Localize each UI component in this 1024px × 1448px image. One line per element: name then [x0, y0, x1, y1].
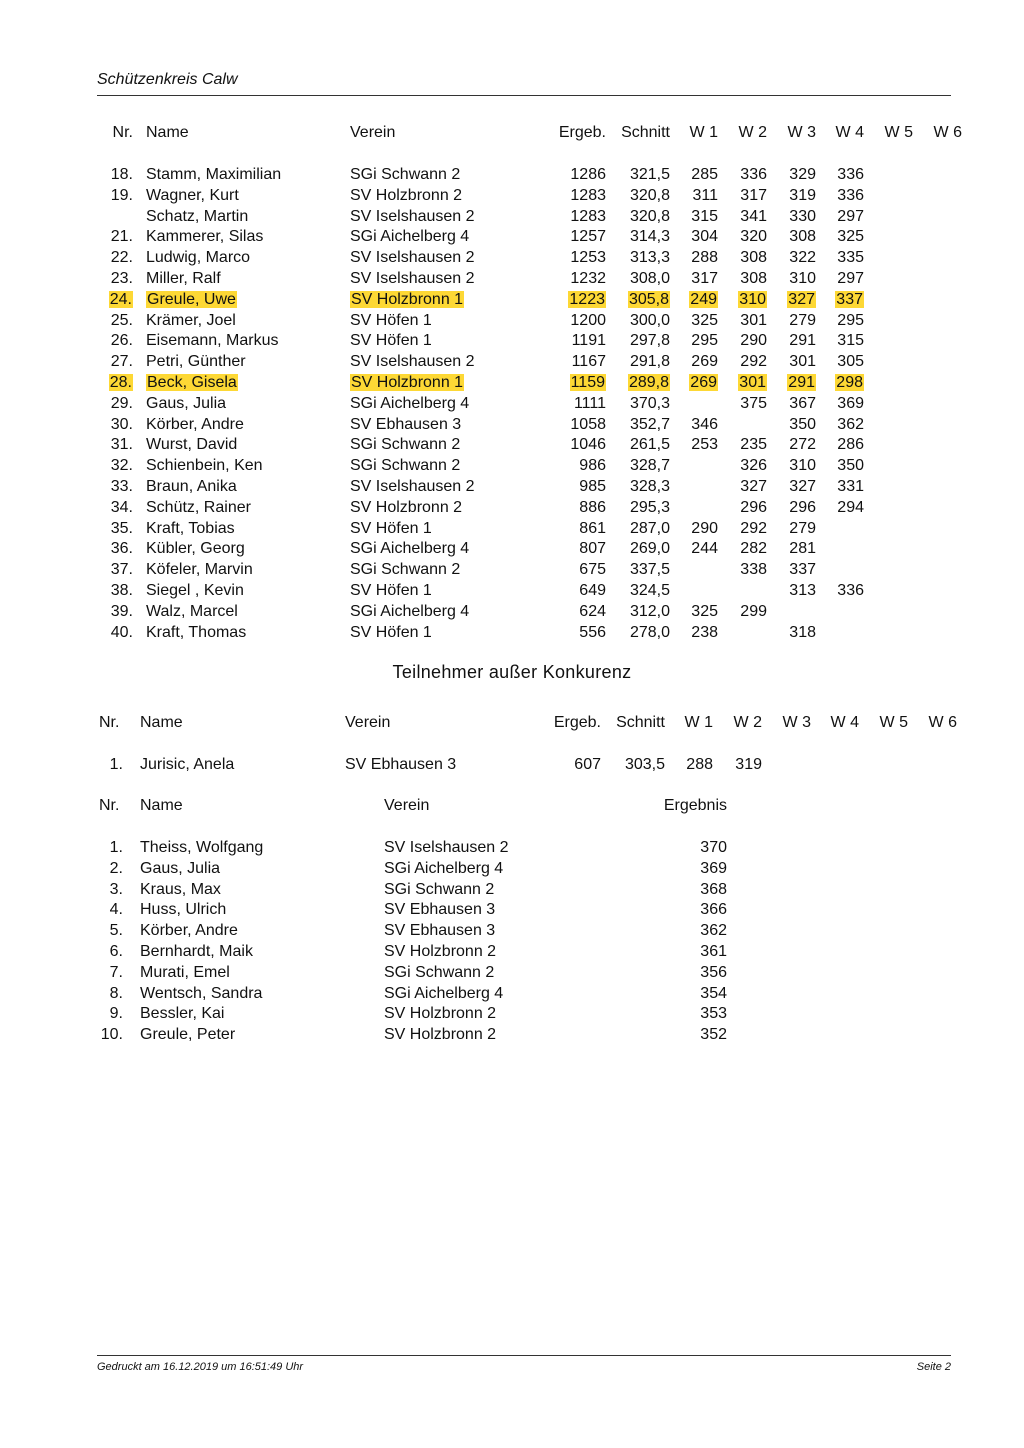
best-row-name: Kraus, Max — [140, 880, 221, 898]
row-ergeb: 1191 — [571, 332, 606, 350]
row-nr: 36. — [110, 540, 133, 558]
row-w2: 308 — [740, 249, 767, 267]
row-ergeb: 675 — [579, 561, 606, 579]
row-name: Kübler, Georg — [146, 540, 245, 558]
row-w1 — [689, 373, 718, 393]
row-schnitt: 337,5 — [629, 561, 670, 579]
row-name: Petri, Günther — [146, 353, 246, 371]
row-verein: SGi Schwann 2 — [350, 166, 461, 183]
row-w2 — [738, 290, 767, 310]
best-row-name: Gaus, Julia — [140, 859, 221, 877]
row-ergeb — [570, 373, 606, 393]
best-row-ergebnis: 362 — [700, 922, 727, 940]
row-nr: 26. — [110, 332, 133, 350]
row-nr: 22. — [110, 249, 133, 267]
print-date: Gedruckt am 16.12.2019 um 16:51:49 Uhr — [97, 1361, 304, 1373]
row-verein: SV Höfen 1 — [350, 623, 432, 641]
highlight-mark: 1223 — [569, 290, 605, 308]
highlight-mark: Beck, Gisela — [147, 374, 237, 391]
row-verein: SV Höfen 1 — [350, 332, 432, 350]
page-number: Seite 2 — [916, 1361, 951, 1373]
row-verein: SGi Schwann 2 — [350, 561, 461, 579]
row-w3: 350 — [789, 415, 816, 433]
ak-hdr-ergeb: Ergeb. — [553, 714, 601, 731]
row-w4: 331 — [837, 478, 864, 495]
row-name: Schatz, Martin — [146, 207, 249, 225]
row-w3: 291 — [789, 332, 816, 350]
hdr-w6: W 6 — [933, 124, 962, 141]
best-hdr-nr: Nr. — [99, 797, 120, 814]
row-w1: 311 — [692, 186, 718, 204]
row-verein: SGi Aichelberg 4 — [350, 394, 470, 412]
hdr-w1: W 1 — [689, 124, 718, 141]
ak-hdr-w5: W 5 — [879, 714, 908, 731]
row-nr: 25. — [110, 311, 133, 329]
row-w3: 281 — [789, 540, 816, 558]
row-ergeb: 1200 — [570, 311, 606, 329]
row-schnitt: 320,8 — [629, 207, 670, 225]
best-row-ergebnis: 361 — [700, 943, 727, 960]
row-nr: 34. — [110, 498, 133, 516]
row-nr: 23. — [110, 270, 133, 287]
row-w3: 272 — [789, 436, 816, 454]
row-w3: 318 — [789, 623, 816, 641]
row-w3: 279 — [789, 519, 816, 537]
row-verein: SGi Aichelberg 4 — [350, 602, 470, 620]
row-name: Kraft, Tobias — [146, 519, 235, 537]
row-nr: 31. — [110, 436, 133, 454]
row-w1: 315 — [691, 207, 718, 225]
row-verein: SGi Schwann 2 — [350, 436, 461, 454]
row-w4: 297 — [837, 270, 864, 287]
row-w1 — [689, 290, 718, 310]
row-w3: 310 — [789, 457, 816, 475]
row-w2 — [738, 373, 767, 393]
row-name: Köfeler, Marvin — [146, 561, 253, 579]
row-w1: 346 — [691, 415, 718, 433]
best-row-verein: SGi Aichelberg 4 — [384, 984, 504, 1002]
best-row-nr: 7. — [109, 963, 123, 981]
row-w4: 336 — [837, 582, 864, 599]
best-row-nr: 10. — [100, 1026, 123, 1044]
row-ergeb: 649 — [579, 582, 606, 599]
row-schnitt: 314,3 — [629, 228, 670, 246]
ak-hdr-schnitt: Schnitt — [616, 714, 665, 731]
row-schnitt: 300,0 — [629, 311, 670, 329]
row-ergeb: 986 — [579, 457, 606, 475]
row-ergeb: 861 — [579, 519, 606, 537]
row-name: Ludwig, Marco — [146, 249, 251, 267]
row-w1: 295 — [691, 332, 718, 350]
ak-row-w2: 319 — [735, 756, 762, 773]
row-verein: SV Iselshausen 2 — [350, 249, 475, 267]
row-schnitt: 269,0 — [629, 540, 670, 558]
best-row-verein: SV Holzbronn 2 — [384, 1026, 497, 1044]
best-row-ergebnis: 354 — [700, 984, 727, 1002]
row-w2: 338 — [740, 561, 767, 579]
row-w2: 299 — [740, 602, 767, 620]
row-w2: 341 — [740, 207, 767, 225]
best-row-verein: SGi Schwann 2 — [384, 963, 495, 981]
row-ergeb: 886 — [579, 498, 606, 516]
row-ergeb: 1286 — [570, 166, 606, 183]
row-schnitt: 287,0 — [629, 519, 670, 537]
row-w1: 269 — [691, 353, 718, 371]
best-hdr-name: Name — [140, 797, 183, 814]
row-w4: 350 — [837, 457, 864, 475]
row-w3: 319 — [789, 186, 816, 204]
row-w2: 292 — [740, 353, 767, 371]
hdr-schnitt: Schnitt — [621, 124, 670, 141]
row-ergeb: 1111 — [573, 394, 606, 412]
highlight-mark: 337 — [836, 290, 863, 308]
ak-row-w1: 288 — [686, 756, 713, 773]
row-w2: 301 — [740, 311, 767, 329]
row-ergeb: 556 — [579, 623, 606, 641]
row-w4: 295 — [837, 311, 864, 329]
best-row-verein: SGi Aichelberg 4 — [384, 859, 504, 877]
highlight-mark: 298 — [836, 374, 863, 391]
best-row-name: Greule, Peter — [140, 1026, 236, 1044]
row-nr: 32. — [110, 457, 133, 475]
row-verein: SGi Aichelberg 4 — [350, 540, 470, 558]
footer-rule — [97, 1355, 951, 1356]
row-nr: 21. — [110, 228, 133, 246]
best-row-nr: 3. — [109, 880, 123, 898]
row-w2: 308 — [740, 270, 767, 287]
hdr-w3: W 3 — [787, 124, 816, 141]
row-w4: 325 — [837, 228, 864, 246]
row-w2: 282 — [740, 540, 767, 558]
row-w2: 327 — [740, 478, 767, 495]
best-row-name: Theiss, Wolfgang — [140, 839, 264, 856]
row-nr: 40. — [110, 623, 133, 641]
hdr-verein: Verein — [350, 124, 396, 141]
row-verein: SV Iselshausen 2 — [350, 478, 475, 495]
row-w3: 279 — [789, 311, 816, 329]
row-w1: 253 — [691, 436, 718, 454]
row-w3: 367 — [789, 394, 816, 412]
row-nr — [109, 290, 133, 310]
row-w1: 290 — [691, 519, 718, 537]
row-nr: 19. — [110, 186, 133, 204]
best-row-nr: 1. — [109, 839, 123, 856]
row-name: Krämer, Joel — [146, 311, 236, 329]
best-row-nr: 6. — [109, 943, 123, 960]
best-row-verein: SV Iselshausen 2 — [384, 839, 509, 856]
row-nr: 27. — [110, 353, 133, 371]
row-schnitt: 291,8 — [629, 353, 670, 371]
row-nr: 33. — [110, 478, 133, 495]
row-w4: 336 — [837, 186, 864, 204]
row-w4: 369 — [837, 394, 864, 412]
row-schnitt — [628, 373, 670, 393]
row-nr: 30. — [110, 415, 133, 433]
row-ergeb — [568, 290, 606, 310]
row-w1: 325 — [691, 311, 718, 329]
row-ergeb: 1046 — [570, 436, 606, 454]
row-name — [146, 290, 237, 310]
row-name: Kammerer, Silas — [146, 228, 264, 246]
row-nr: 37. — [110, 561, 133, 579]
row-name: Gaus, Julia — [146, 394, 227, 412]
ak-hdr-w6: W 6 — [928, 714, 957, 731]
row-schnitt: 261,5 — [629, 436, 670, 454]
hdr-ergeb: Ergeb. — [558, 124, 606, 141]
row-w3 — [787, 290, 816, 310]
row-name: Stamm, Maximilian — [146, 166, 282, 183]
highlight-mark: 249 — [690, 290, 717, 308]
best-row-ergebnis: 368 — [700, 880, 727, 898]
row-name: Schienbein, Ken — [146, 457, 263, 475]
row-w1: 325 — [691, 602, 718, 620]
row-w1: 244 — [691, 540, 718, 558]
highlight-mark: 301 — [739, 374, 766, 391]
row-w2: 317 — [740, 186, 767, 204]
ak-hdr-w3: W 3 — [782, 714, 811, 731]
ak-hdr-name: Name — [140, 714, 183, 731]
best-row-name: Wentsch, Sandra — [140, 984, 263, 1002]
row-w2: 290 — [740, 332, 767, 350]
row-verein — [350, 373, 464, 393]
row-verein — [350, 290, 464, 310]
row-schnitt: 313,3 — [629, 249, 670, 267]
row-ergeb: 1253 — [570, 249, 606, 267]
row-w3: 313 — [789, 582, 816, 599]
row-ergeb: 624 — [579, 602, 606, 620]
row-w3: 329 — [789, 166, 816, 183]
best-row-name: Murati, Emel — [140, 963, 230, 981]
row-w3: 330 — [789, 207, 816, 225]
row-ergeb: 985 — [579, 478, 606, 495]
row-schnitt: 297,8 — [629, 332, 670, 350]
row-name: Siegel , Kevin — [146, 582, 244, 599]
row-ergeb: 1058 — [570, 415, 606, 433]
row-w3: 308 — [789, 228, 816, 246]
best-row-verein: SV Holzbronn 2 — [384, 1005, 497, 1023]
row-nr: 38. — [110, 582, 133, 599]
row-schnitt: 352,7 — [629, 415, 670, 433]
ak-row-verein: SV Ebhausen 3 — [345, 756, 457, 773]
best-row-name: Huss, Ulrich — [140, 901, 227, 919]
row-w2: 336 — [740, 166, 767, 183]
best-row-nr: 2. — [109, 859, 123, 877]
highlight-mark: 291 — [788, 374, 815, 391]
best-row-verein: SV Ebhausen 3 — [384, 901, 496, 919]
highlight-mark: 310 — [739, 290, 766, 308]
highlight-mark: 327 — [788, 290, 815, 308]
row-nr — [109, 373, 133, 393]
row-schnitt: 321,5 — [629, 166, 670, 183]
row-w1: 238 — [691, 623, 718, 641]
header-rule — [97, 95, 951, 96]
row-verein: SV Höfen 1 — [350, 519, 432, 537]
row-schnitt: 370,3 — [629, 394, 670, 412]
row-w4 — [835, 290, 864, 310]
highlight-mark: 305,8 — [628, 290, 669, 308]
row-name: Schütz, Rainer — [146, 498, 251, 516]
row-w2: 235 — [740, 436, 767, 454]
best-row-verein: SV Ebhausen 3 — [384, 922, 496, 940]
row-schnitt: 324,5 — [629, 582, 670, 599]
ak-row-ergeb: 607 — [574, 756, 601, 773]
row-schnitt — [628, 290, 670, 310]
best-hdr-verein: Verein — [384, 797, 430, 814]
row-ergeb: 1257 — [570, 228, 606, 246]
row-w4: 315 — [837, 332, 864, 350]
row-w3: 337 — [789, 561, 816, 579]
row-w1: 288 — [691, 249, 718, 267]
row-name: Braun, Anika — [146, 478, 237, 495]
row-w4: 335 — [837, 249, 864, 267]
ak-hdr-verein: Verein — [345, 714, 391, 731]
row-w4: 362 — [837, 415, 864, 433]
best-row-ergebnis: 352 — [700, 1026, 727, 1044]
row-w2: 326 — [740, 457, 767, 475]
row-ergeb: 1167 — [571, 353, 606, 371]
row-w4: 286 — [837, 436, 864, 454]
best-row-nr: 5. — [109, 922, 123, 940]
row-name: Kraft, Thomas — [146, 623, 247, 641]
best-row-name: Bernhardt, Maik — [140, 943, 253, 960]
hdr-nr: Nr. — [112, 124, 133, 141]
highlight-mark: 24. — [109, 290, 132, 308]
row-w3: 327 — [789, 478, 816, 495]
row-w3: 322 — [789, 249, 816, 267]
row-w4: 336 — [837, 166, 864, 183]
highlight-mark: 1159 — [570, 374, 605, 391]
hdr-w5: W 5 — [884, 124, 913, 141]
row-ergeb: 1232 — [570, 270, 606, 287]
row-nr: 39. — [110, 602, 133, 620]
row-verein: SGi Aichelberg 4 — [350, 228, 470, 246]
row-verein: SGi Schwann 2 — [350, 457, 461, 475]
row-w1: 285 — [691, 166, 718, 183]
row-w3: 310 — [789, 270, 816, 287]
row-schnitt: 278,0 — [629, 623, 670, 641]
row-name: Körber, Andre — [146, 415, 244, 433]
best-row-nr: 8. — [109, 984, 123, 1002]
highlight-mark: SV Holzbronn 1 — [351, 374, 464, 391]
row-w1: 304 — [691, 228, 718, 246]
row-ergeb: 1283 — [570, 207, 606, 225]
highlight-mark: 289,8 — [628, 374, 669, 391]
hdr-w2: W 2 — [738, 124, 767, 141]
best-row-name: Körber, Andre — [140, 922, 238, 940]
ak-row-schnitt: 303,5 — [624, 756, 665, 773]
best-row-ergebnis: 366 — [700, 901, 727, 919]
row-schnitt: 295,3 — [629, 498, 670, 516]
row-name: Eisemann, Markus — [146, 332, 279, 350]
row-w4: 305 — [837, 353, 864, 371]
ak-hdr-nr: Nr. — [99, 714, 120, 731]
best-row-nr: 4. — [109, 901, 123, 919]
best-hdr-ergebnis: Ergebnis — [663, 797, 727, 814]
row-verein: SV Höfen 1 — [350, 582, 432, 599]
best-row-ergebnis: 369 — [700, 859, 727, 877]
ak-row-name: Jurisic, Anela — [140, 756, 235, 773]
hdr-w4: W 4 — [835, 124, 864, 141]
highlight-mark: Greule, Uwe — [147, 290, 236, 308]
row-name: Miller, Ralf — [146, 270, 221, 287]
row-w1: 317 — [691, 270, 718, 287]
row-name: Walz, Marcel — [146, 602, 238, 620]
best-row-ergebnis: 353 — [700, 1005, 727, 1023]
row-verein: SV Iselshausen 2 — [350, 353, 475, 371]
row-ergeb: 807 — [579, 540, 606, 558]
hdr-name: Name — [146, 124, 189, 141]
highlight-mark: 269 — [690, 374, 717, 391]
row-verein: SV Höfen 1 — [350, 311, 432, 329]
row-nr: 29. — [110, 394, 133, 412]
row-w4 — [835, 373, 864, 393]
highlight-mark: 28. — [109, 374, 132, 391]
best-row-nr: 9. — [109, 1005, 123, 1023]
row-verein: SV Iselshausen 2 — [350, 207, 475, 225]
row-verein: SV Holzbronn 2 — [350, 498, 463, 516]
row-nr: 18. — [110, 166, 133, 183]
row-w3: 296 — [789, 498, 816, 516]
best-row-ergebnis: 356 — [700, 963, 727, 981]
row-name — [146, 373, 238, 393]
row-w2: 292 — [740, 519, 767, 537]
ak-hdr-w2: W 2 — [733, 714, 762, 731]
row-w2: 296 — [740, 498, 767, 516]
ak-section-title: Teilnehmer außer Konkurenz — [392, 662, 632, 682]
row-w2: 320 — [740, 228, 767, 246]
row-name: Wagner, Kurt — [146, 186, 239, 204]
row-nr: 35. — [110, 519, 133, 537]
page-header: Schützenkreis Calw — [97, 71, 238, 88]
row-w4: 294 — [837, 498, 864, 516]
row-schnitt: 328,7 — [629, 457, 670, 475]
ak-hdr-w1: W 1 — [684, 714, 713, 731]
highlight-mark: SV Holzbronn 1 — [351, 290, 464, 308]
row-w2: 375 — [740, 394, 767, 412]
row-w3: 301 — [789, 353, 816, 371]
best-row-verein: SV Holzbronn 2 — [384, 943, 497, 960]
row-verein: SV Holzbronn 2 — [350, 186, 463, 204]
row-verein: SV Iselshausen 2 — [350, 270, 475, 287]
row-schnitt: 328,3 — [629, 478, 670, 495]
row-schnitt: 320,8 — [629, 186, 670, 204]
best-row-name: Bessler, Kai — [140, 1005, 225, 1023]
row-schnitt: 308,0 — [629, 270, 670, 287]
row-w4: 297 — [837, 207, 864, 225]
row-ergeb: 1283 — [570, 186, 606, 204]
ak-row-nr: 1. — [109, 756, 123, 773]
row-w3 — [787, 373, 816, 393]
row-verein: SV Ebhausen 3 — [350, 415, 462, 433]
best-row-verein: SGi Schwann 2 — [384, 880, 495, 898]
row-schnitt: 312,0 — [629, 602, 670, 620]
row-name: Wurst, David — [146, 436, 238, 454]
best-row-ergebnis: 370 — [700, 839, 727, 856]
ak-hdr-w4: W 4 — [830, 714, 859, 731]
